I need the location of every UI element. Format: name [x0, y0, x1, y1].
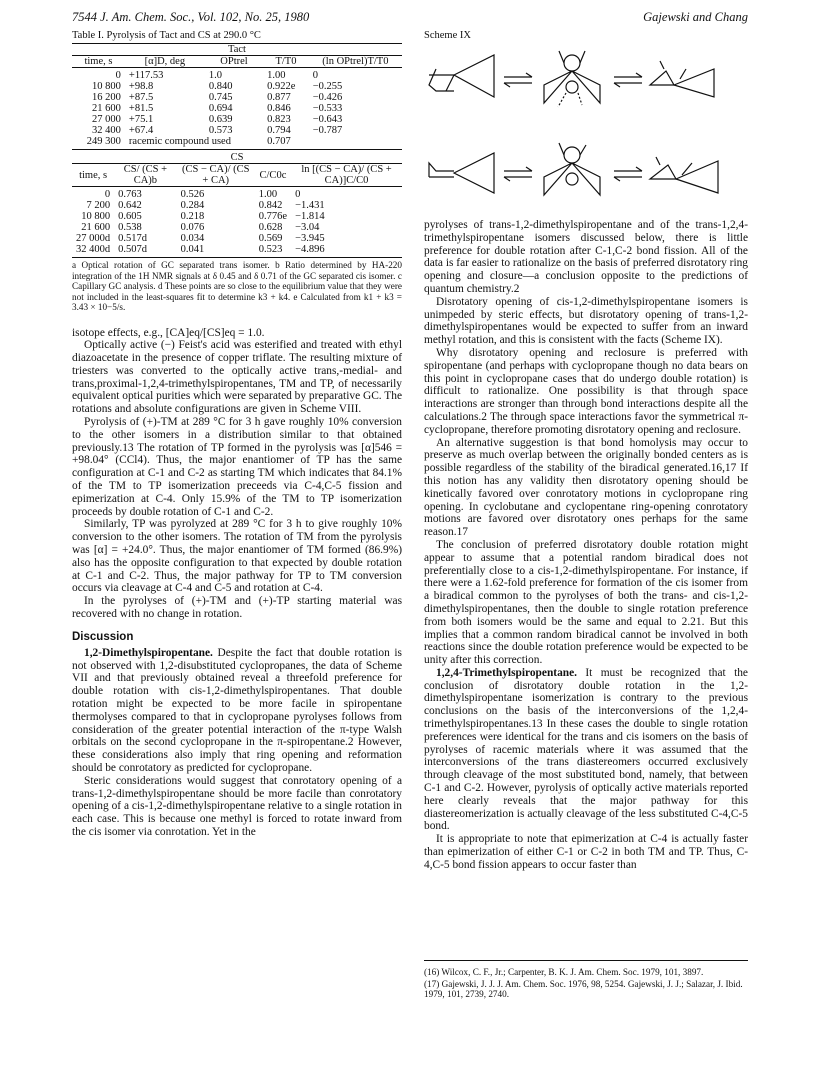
table-cell: 0.642 — [118, 200, 142, 211]
column-header: [α]D, deg — [125, 56, 205, 68]
section-heading-discussion: Discussion — [72, 630, 134, 643]
column-header: time, s — [72, 56, 125, 68]
table-cell: −0.255 — [312, 81, 343, 92]
table-row — [72, 125, 402, 136]
table-cell: −0.787 — [312, 125, 343, 136]
table-cell: 0.745 — [208, 92, 233, 103]
table-cell: 0.694 — [208, 103, 233, 114]
table-row — [72, 92, 402, 103]
table-row — [72, 233, 402, 244]
table-cell: +98.8 — [128, 81, 154, 92]
column-header: (CS − CA)/ (CS + CA) — [177, 164, 255, 187]
table-row — [72, 222, 402, 233]
paragraph: An alternative suggestion is that bond homolysis may occur to preserve as much overlap between the originally bonded centers as is possible regardless of the stability of the biradical generated.16,17 If this notion has any validity then disrotatory opening should be kinetically favored over conrotatory motions in cyclopropane ring opening. In cyclobutane and cyclopentane ring-opening conrotatory motions are favored over disrotatory ones perhaps for the same reason.17 — [424, 436, 748, 539]
scheme-row-1 — [429, 51, 714, 107]
table-cell: 21 600 — [92, 103, 121, 114]
table-row — [72, 244, 402, 258]
table-cell: −1.431 — [295, 200, 325, 211]
table-cell: 10 800 — [81, 211, 111, 222]
table-cell: 0.076 — [180, 222, 205, 233]
column-header: T/T0 — [263, 56, 309, 68]
table-tact — [72, 43, 402, 150]
table-cell: 0.573 — [208, 125, 233, 136]
table-cell: 0 — [115, 70, 121, 81]
table-cell: 0.639 — [208, 114, 233, 125]
table-cell: 0 — [104, 189, 111, 200]
table-row — [72, 200, 402, 211]
table-cell: 1.00 — [258, 189, 278, 200]
table-cell: racemic compound used — [125, 136, 263, 150]
reaction-scheme-svg — [424, 47, 748, 217]
table-cell: 21 600 — [81, 222, 111, 233]
table-cell: 32 400d — [72, 244, 114, 258]
table-cell: 0.517d — [118, 233, 147, 244]
left-column — [72, 30, 402, 839]
table-cell: 0.794 — [267, 125, 291, 136]
table-cell: 27 000 — [92, 114, 121, 125]
scheme-title: Scheme IX — [424, 30, 471, 41]
paragraph: In the pyrolyses of (+)-TM and (+)-TP starting material was recovered with no change in rotation. — [72, 595, 402, 621]
table-row — [72, 211, 402, 222]
paragraph: Optically active (−) Feist's acid was esterified and treated with ethyl diazoacetate in the presence of copper triflate. The resulting mixture of triesters was converted to the optically active trans,-medial- and trans,proximal-1,2,4-trimethylspiropentanes, TM and TP, of necessarily equivalent optical purities which were separated by preparative GC. The rotations and absolute configurations are given in Scheme VIII. — [72, 339, 402, 416]
table-cell: 0.605 — [118, 211, 142, 222]
table-row — [72, 68, 402, 82]
table-cell: 0.842 — [258, 200, 283, 211]
paragraph — [72, 647, 402, 775]
header-left: 7544 J. Am. Chem. Soc., Vol. 102, No. 25, 1980 — [72, 10, 310, 24]
table-row — [72, 187, 402, 201]
table-cell: 0.526 — [180, 189, 205, 200]
table-cell: 0.538 — [118, 222, 142, 233]
table-cell: 0.507d — [114, 244, 177, 258]
table-cell: +117.53 — [128, 70, 164, 81]
table-cell: 249 300 — [72, 136, 125, 150]
table-row — [72, 136, 402, 150]
paragraph-text: Despite the fact that double rotation is not observed with 1,2-disubstituted cyclopropanes, the data of Scheme VII and that previously obtained reveal a threefold preference for double rotation with cis-1,2-dimethylspiropentanes. That double rotation might be expected to be more facile in spiropentane thermolyses compared to that in cyclopropane pyrolyses follows from consideration of the greater potential interaction of the π-type Walsh orbitals on the second cyclopropane in the π-spiropentane.2 However, these considerations also imply that ring opening and reformation should be conrotatory as predicted for cyclopropane. — [72, 646, 402, 774]
table-cell: 1.00 — [267, 70, 286, 81]
table-cell: 0 — [295, 189, 301, 200]
column-header: (ln OPtrel)T/T0 — [309, 56, 402, 68]
right-column — [424, 30, 748, 872]
table-cell: +87.5 — [128, 92, 154, 103]
paragraph: pyrolyses of trans-1,2-dimethylspiropentane and of the trans-1,2,4-trimethylspiropentane isomers discussed below, there is little preference for double rotation after C-1,C-2 bond fission. All of the data is far easier to rationalize on the basis of preferred disrotatory ring opening and closure—a conclusion opposite to the predictions of quantum chemistry.2 — [424, 219, 748, 295]
paragraph: isotope effects, e.g., [CA]eq/[CS]eq = 1.0. — [72, 326, 265, 339]
paragraph — [424, 667, 748, 833]
table-cell: 0.846 — [267, 103, 291, 114]
scheme-row-2 — [429, 143, 718, 195]
reference-item: (17) Gajewski, J. J. J. Am. Chem. Soc. 1976, 98, 5254. Gajewski, J. J.; Salazar, J. Ibid. 1979, 101, 2739, 2740. — [424, 978, 743, 999]
table-cell: 32 400 — [92, 125, 121, 136]
table-cell: 0.763 — [118, 189, 142, 200]
table-cell: 0.776e — [258, 211, 288, 222]
table-cell: 0 — [312, 70, 319, 81]
section-title-tact: Tact — [72, 44, 402, 56]
paragraph-text: It must be recognized that the conclusion of disrotatory double rotation in the 1,2-dimethylspiropentane isomerization is contrary to the previous conclusions on the basis of the interconversions of the 1,2,4-trimethylspiropentanes.13 In these cases the double to single rotation preferences were identical for the trans and cis isomers on the basis of pyrolyses of racemic materials where it was assumed that the interconversions of the trans diastereomers occurred exclusively through cleavage of the most substituted bond, namely, that between C-1 and C-2. However, pyrolysis of optically active materials reported here clearly reveals that the major pathway for this diastereomerization is actually cleavage of the less substituted C-4,C-5 bond. — [424, 666, 748, 833]
paragraph: It is appropriate to note that epimerization at C-4 is actually faster than epimerization of either C-1 or C-2 in both TM and TP. Thus, C-4,C-5 bond fission appears to occur faster than — [424, 833, 748, 871]
paragraph: The conclusion of preferred disrotatory double rotation might appear to assume that a potential random biradical does not preferentially close to a cis-1,2-dimethylspiropentane. For instance, if there were a 1.62-fold preference for formation of the cis isomer from a biradical common to the pyrolyses of both the trans- and cis-1,2-dimethylspiropentanes, then the double to single rotation preference from both isomers would be the same and equal to 2.21. But this implies that a common random biradical cannot be involved in both reactions since the double rotation preference would be expected to be unity after this correction. — [424, 538, 748, 667]
table-cell: 0.523 — [255, 244, 291, 258]
references — [424, 960, 748, 1001]
table-cell: 27 000d — [76, 233, 111, 244]
table-row — [72, 81, 402, 92]
table-cell: 0.284 — [180, 200, 205, 211]
table-cell: 16 200 — [92, 92, 121, 103]
paragraph: Disrotatory opening of cis-1,2-dimethylspiropentane isomers is unimpeded by steric effects, but disrotatory opening of trans-1,2-dimethylspiropentanes would be expected to suffer from an inward methyl rotation, and this is consistent with the facts (Scheme IX). — [424, 295, 748, 347]
run-in-heading: 1,2,4-Trimethylspiropentane. — [436, 666, 578, 679]
paragraph: Similarly, TP was pyrolyzed at 289 °C for 3 h to give roughly 10% conversion to the other isomers. The rotation of TM from the pyrolysis was [α] = +24.0°. Thus, the major enantiomer of TM formed (86.9%) also has the opposite configuration to that expected by double rotation at C-1 and C-2. Thus, the major pathway for TP to TM conversion occurs via cleavage at C-4 and C-5 and rotation at C-4. — [72, 518, 402, 595]
table-cell: 0.823 — [267, 114, 291, 125]
table-cell: −3.04 — [295, 222, 320, 233]
table-cs — [72, 163, 402, 258]
table-cell: 0.922e — [267, 81, 296, 92]
column-header: time, s — [72, 164, 114, 187]
table-cell: 7 200 — [86, 200, 111, 211]
paragraph: Pyrolysis of (+)-TM at 289 °C for 3 h gave roughly 10% conversion to the other isomers in a distribution similar to that obtained previously.13 The rotation of TP formed in the pyrolysis was [α]546 = +98.04° (CCl4). Thus, the major enantiomer of TP has the same configuration at C-1 and C-2 as starting TM which indicates that 84.1% of the TM to TP isomerization preceeds via C-4,C-5 fission and epimerization at C-4. Only 15.9% of the TM to TP isomerization proceeds by double rotation of C-1 and C-2. — [72, 416, 402, 518]
table-cell: +75.1 — [128, 114, 154, 125]
table-caption: Table I. Pyrolysis of Tact and CS at 290.0 °C — [72, 30, 261, 41]
paragraph: Why disrotatory opening and reclosure is preferred with spiropentane (and perhaps with cyclopropane though no data bears on this point in cyclopropane cases that do undergo double rotation) is difficult to rationalize. One possibility is that through space interactions are stronger than through bond interactions despite all the calculations.2 The through space interactions favor the symmetrical π-cyclopropane, therefore promoting disrotatory opening and reclosure. — [424, 346, 748, 436]
table-row — [72, 103, 402, 114]
table-cell: −0.533 — [312, 103, 343, 114]
table-footnote: a Optical rotation of GC separated trans isomer. b Ratio determined by HA-220 integration of the 1H NMR signals at δ 0.45 and δ 0.71 of the GC separated cis isomer. c Capillary GC analysis. d These points are so close to the equilibrium value that they were not included in the least-squares fit to determine k3 + k4. e Calculated from k1 + k3 = 3.43 × 10−5/s. — [72, 260, 402, 312]
column-header: OPtrel — [205, 56, 263, 68]
scheme-ix-diagram — [424, 47, 748, 217]
table-cell: 0.628 — [258, 222, 283, 233]
page-header — [72, 10, 748, 25]
table-cell: −0.426 — [312, 92, 343, 103]
table-cell: 10 800 — [92, 81, 121, 92]
table-cell: +67.4 — [128, 125, 154, 136]
table-cell — [309, 136, 402, 150]
column-header: C/C0c — [255, 164, 291, 187]
table-cell: −4.896 — [291, 244, 402, 258]
table-cell: 0.877 — [267, 92, 291, 103]
table-cell: 0.218 — [180, 211, 205, 222]
table-row — [72, 114, 402, 125]
paragraph: Steric considerations would suggest that conrotatory opening of a trans-1,2-dimethylspiropentane should be more facile than conrotatory opening of a cis-1,2-dimethylspiropentane relative to a single rotation in each case. This is because one methyl is forced to rotate inward from the cis isomer via conrotation. Yet in the — [72, 774, 402, 838]
table-cell: 1.0 — [208, 70, 222, 81]
table-cell: 0.034 — [180, 233, 205, 244]
table-cell: −0.643 — [312, 114, 343, 125]
table-cell: 0.041 — [177, 244, 255, 258]
table-cell: +81.5 — [128, 103, 154, 114]
section-title-cs: CS — [230, 152, 244, 163]
reference-item: (16) Wilcox, C. F., Jr.; Carpenter, B. K. J. Am. Chem. Soc. 1979, 101, 3897. — [424, 967, 704, 977]
table-cell: 0.569 — [258, 233, 283, 244]
table-cell: 0.840 — [208, 81, 233, 92]
header-right: Gajewski and Chang — [643, 10, 748, 24]
table-cell: 0.707 — [263, 136, 309, 150]
column-header: CS/ (CS + CA)b — [114, 164, 177, 187]
table-cell: −1.814 — [295, 211, 325, 222]
column-header: ln [(CS − CA)/ (CS + CA)]C/C0 — [291, 164, 402, 187]
table-cell: −3.945 — [295, 233, 325, 244]
run-in-heading: 1,2-Dimethylspiropentane. — [84, 646, 213, 659]
